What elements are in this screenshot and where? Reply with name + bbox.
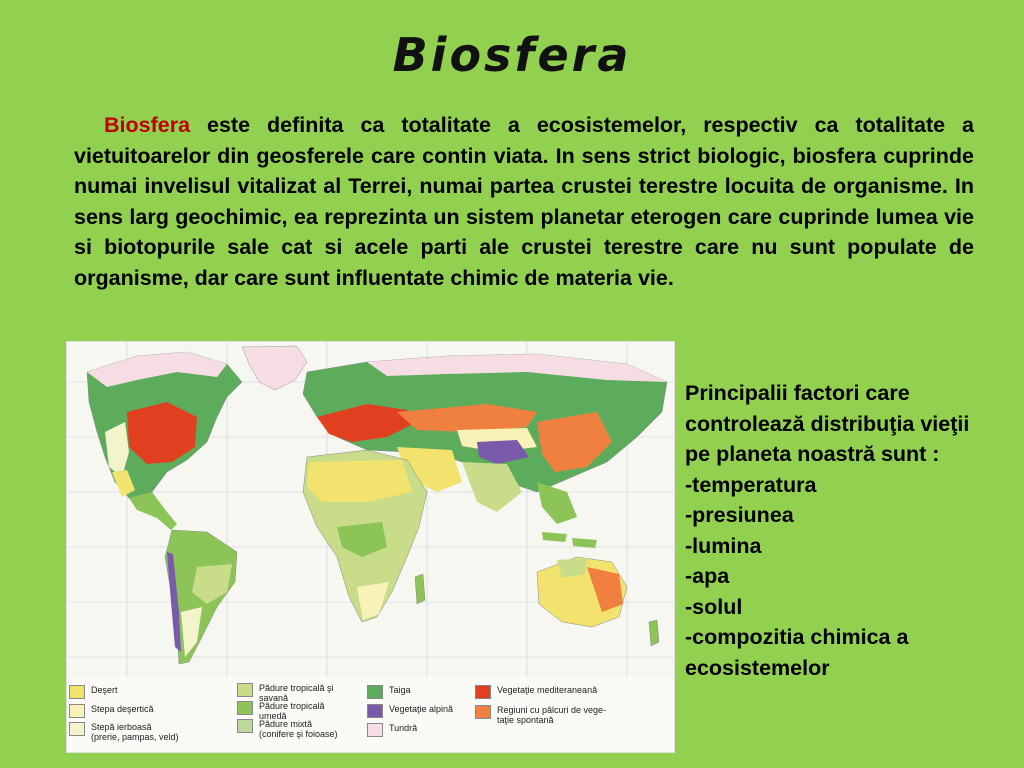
legend-label: Tundră [389,723,418,733]
madagascar [415,574,425,604]
legend-swatch [69,685,85,699]
factor-item: -presiunea [685,503,794,527]
legend-item [367,723,519,737]
legend-item [475,685,627,699]
legend-label: Vegetaţie alpină [389,704,454,714]
legend-swatch [367,685,383,699]
intro-text: este definita ca totalitate a ecosistemelor, respectiv ca totalitate a vietuitoarelor din geosferele care contin viata. In sens strict biologic, biosfera cuprinde numai invelisul vitalizat al Terrei, numai partea crustei terestre locuita de organisme. In sens larg geochimic, ea reprezinta un sistem planetar eterogen care cuprinde lumea vie si biotopurile sale cat si acele parti ale crustei terestre care nu sunt populate de organisme, dar care sunt influentate chimic de materia vie. [74,113,974,290]
southeast-asia-forest [537,482,577,524]
legend-swatch [475,685,491,699]
legend-label: Taiga [389,685,411,695]
legend-swatch [69,704,85,718]
legend-item [69,685,221,699]
legend-label: Regiuni cu pâlcuri de vege- taţie spontană [497,705,607,725]
legend-item [69,704,221,718]
legend-label: Pădure tropicală umedă [259,701,325,721]
legend-item [475,705,627,725]
legend-label: Deşert [91,685,118,695]
factor-item: -compozitia chimica a ecosistemelor [685,625,909,680]
factor-item: -temperatura [685,472,817,497]
intro-paragraph [74,110,974,293]
biome-world-map [66,341,675,753]
legend-label: Pădure tropicală şi savană [259,683,334,703]
world-map-graphic [67,342,674,677]
factors-heading: Principalii factori care controlează distribuţia vieţii pe planeta noastră sunt : [685,381,970,466]
factor-item: -lumina [685,533,762,558]
page-title: Biosfera [392,28,632,82]
legend-swatch [237,719,253,733]
legend-label: Stepa deşertică [91,704,154,714]
legend-item [69,722,221,742]
intro-highlight: Biosfera [104,113,191,137]
legend-swatch [237,683,253,697]
legend-swatch [367,704,383,718]
factor-item: -solul [685,594,743,619]
indonesia-islands [542,532,597,548]
factors-panel [685,378,995,683]
central-america [129,492,177,530]
legend-label: Stepă ierboasă (prerie, pampas, veld) [91,722,179,742]
greenland-region [242,346,307,390]
legend-swatch [69,722,85,736]
new-zealand [649,620,659,646]
legend-label: Vegetaţie mediteraneană [497,685,598,695]
map-legend [67,677,674,752]
legend-swatch [475,705,491,719]
factor-item: -apa [685,564,730,588]
legend-swatch [237,701,253,715]
legend-label: Pădure mixtă (conifere şi foioase) [259,719,338,739]
legend-swatch [367,723,383,737]
